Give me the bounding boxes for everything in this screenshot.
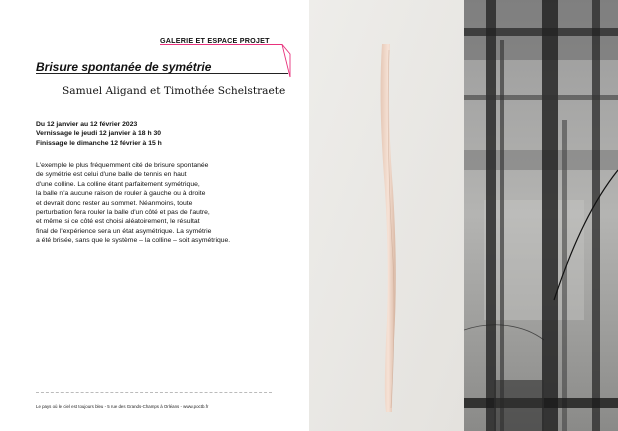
closing-date: Finissage le dimanche 12 février à 15 h <box>36 139 162 147</box>
description-line: L'exemple le plus fréquemment cité de brisure spontanée <box>36 162 209 169</box>
description-line: d'une colline. La colline étant parfaitement symétrique, <box>36 180 200 188</box>
description-line: final de l'expérience sera un état asymétrique. La symétrie <box>36 227 212 235</box>
description-line: perturbation fera rouler la balle d'un côté et pas de l'autre, <box>36 209 210 217</box>
footer-divider <box>36 392 272 393</box>
footer-address: Le pays où le ciel est toujours bleu - 5 rue des Grands-Champs à Orléans - www.poctb.fr <box>36 404 209 409</box>
description-line: et devrait donc rester au sommet. Néanmoins, toute <box>36 199 193 207</box>
artist-names: Samuel Aligand et Timothée Schelstraete <box>62 85 286 97</box>
gallery-label: GALERIE ET ESPACE PROJET <box>160 36 270 45</box>
painting-photo <box>464 0 618 431</box>
description-line: a été brisée, sans que le système – la colline – soit asymétrique. <box>36 237 231 245</box>
sculpture-photo <box>309 0 464 431</box>
date-range: Du 12 janvier au 12 février 2023 <box>36 121 138 128</box>
title-underline <box>36 73 288 74</box>
description-text <box>36 161 230 246</box>
description-line: la balle n'a aucune raison de rouler à gauche ou à droite <box>36 190 206 198</box>
dates-block <box>36 120 162 148</box>
description-line: et même si ce côté est choisi aléatoirement, le résultat <box>36 218 200 226</box>
opening-date: Vernissage le jeudi 12 janvier à 18 h 30 <box>36 130 162 138</box>
exhibition-title: Brisure spontanée de symétrie <box>36 60 212 74</box>
description-line: de symétrie est celui d'une balle de tennis en haut <box>36 171 187 179</box>
